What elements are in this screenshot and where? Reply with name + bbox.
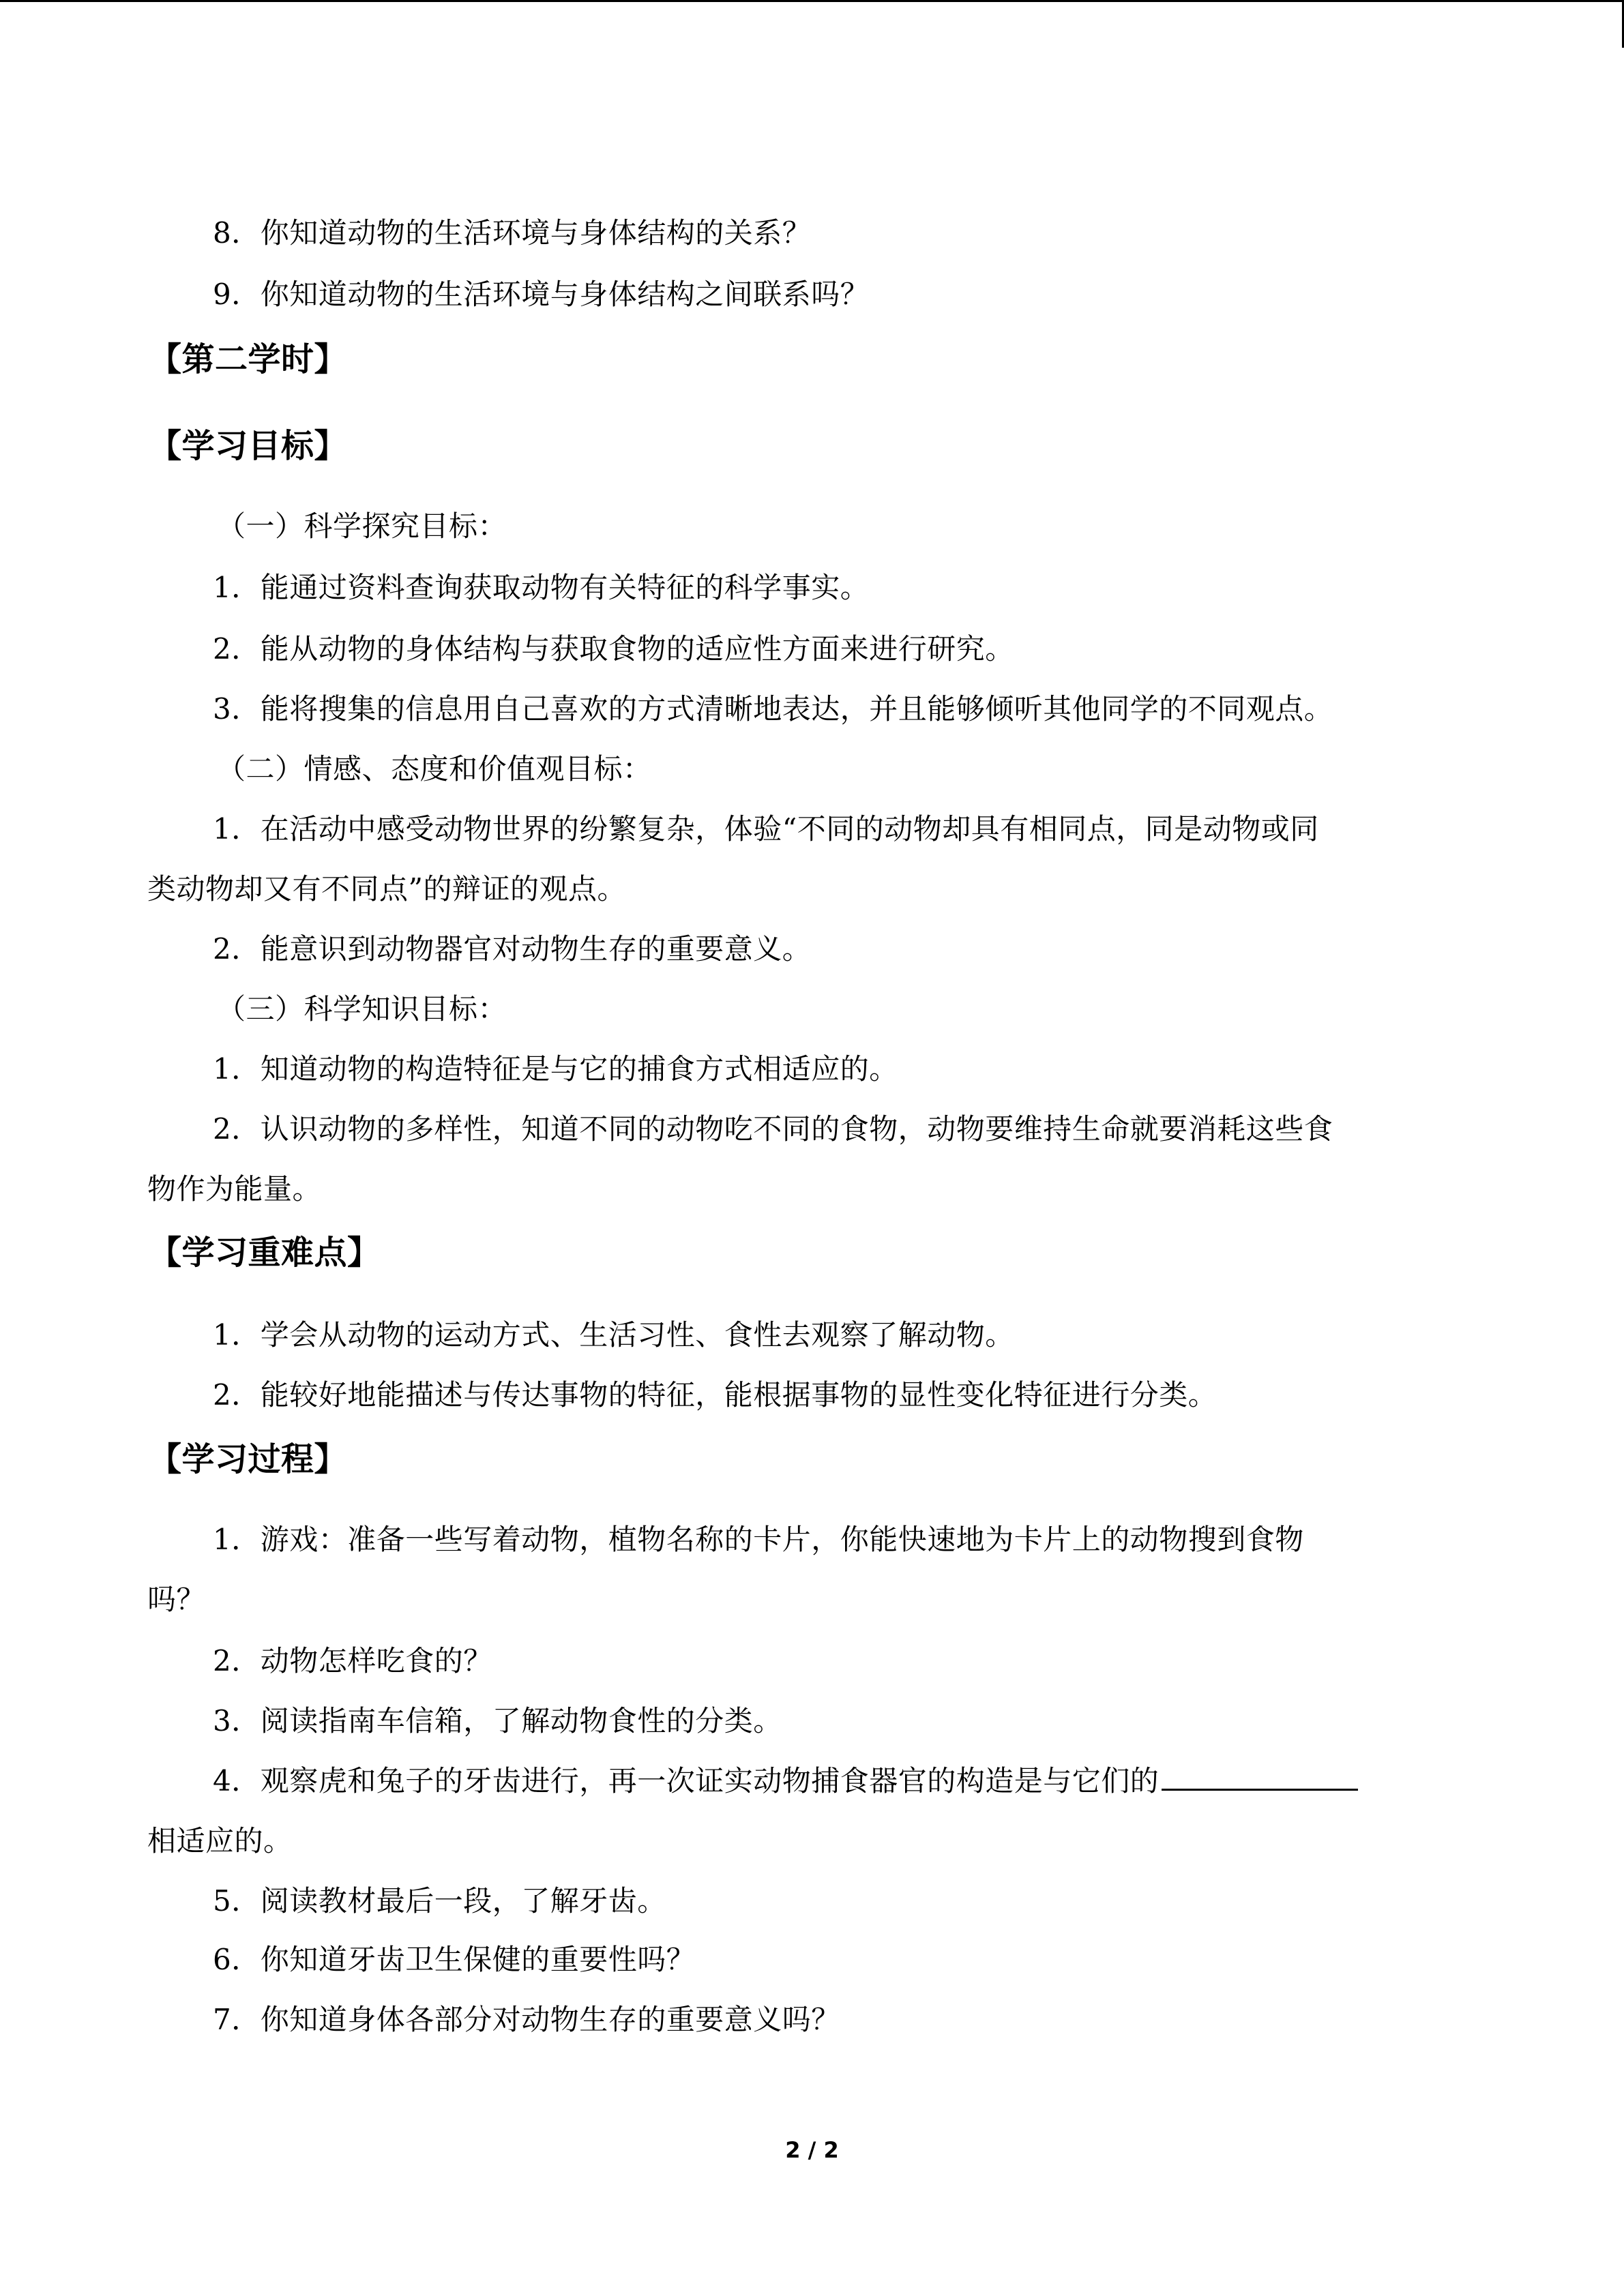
text-line: 5．阅读教材最后一段，了解牙齿。 bbox=[213, 1884, 666, 1918]
text-line: 2．能较好地能描述与传达事物的特征，能根据事物的显性变化特征进行分类。 bbox=[213, 1378, 1217, 1412]
text-line: 9．你知道动物的生活环境与身体结构之间联系吗？ bbox=[213, 278, 870, 311]
text-line: 3．阅读指南车信箱，了解动物食性的分类。 bbox=[213, 1704, 782, 1738]
text-line: 物作为能量。 bbox=[147, 1172, 322, 1206]
section-heading: 【学习目标】 bbox=[149, 427, 348, 465]
text-line: 1．能通过资料查询获取动物有关特征的科学事实。 bbox=[213, 571, 870, 604]
text-line: 类动物却又有不同点”的辩证的观点。 bbox=[147, 872, 626, 906]
sub-heading: （二）情感、态度和价值观目标： bbox=[217, 752, 652, 786]
sub-heading: （三）科学知识目标： bbox=[217, 992, 507, 1026]
text-line: 相适应的。 bbox=[147, 1824, 293, 1858]
text-line: 1．学会从动物的运动方式、生活习性、食性去观察了解动物。 bbox=[213, 1318, 1014, 1352]
text-line: 2．动物怎样吃食的？ bbox=[213, 1644, 492, 1678]
fill-in-blank bbox=[1162, 1759, 1358, 1791]
text-line: 2．能从动物的身体结构与获取食物的适应性方面来进行研究。 bbox=[213, 632, 1014, 666]
text-line: 1．知道动物的构造特征是与它的捕食方式相适应的。 bbox=[213, 1052, 898, 1086]
section-heading: 【学习过程】 bbox=[149, 1440, 348, 1478]
text-line bbox=[0, 1754, 1624, 1808]
top-border bbox=[0, 0, 1624, 2]
text-line: 2．认识动物的多样性，知道不同的动物吃不同的食物，动物要维持生命就要消耗这些食 bbox=[213, 1112, 1333, 1146]
text-line: 2．能意识到动物器官对动物生存的重要意义。 bbox=[213, 932, 812, 966]
text-line: 3．能将搜集的信息用自己喜欢的方式清晰地表达，并且能够倾听其他同学的不同观点。 bbox=[213, 692, 1333, 726]
text-line: 6．你知道牙齿卫生保健的重要性吗？ bbox=[213, 1943, 696, 1976]
sub-heading: （一）科学探究目标： bbox=[217, 509, 507, 543]
text-line: 8．你知道动物的生活环境与身体结构的关系？ bbox=[213, 216, 812, 250]
text-line: 7．你知道身体各部分对动物生存的重要意义吗？ bbox=[213, 2003, 840, 2036]
text-line: 吗？ bbox=[147, 1583, 206, 1616]
page-number: 2 / 2 bbox=[785, 2137, 839, 2163]
section-heading: 【第二学时】 bbox=[149, 340, 348, 378]
sentence-with-blank: 4．观察虎和兔子的牙齿进行，再一次证实动物捕食器官的构造是与它们的 bbox=[213, 1764, 1160, 1798]
text-line: 1．在活动中感受动物世界的纷繁复杂，体验“不同的动物却具有相同点，同是动物或同 bbox=[213, 812, 1319, 846]
section-heading: 【学习重难点】 bbox=[149, 1234, 381, 1272]
text-line: 1．游戏：准备一些写着动物，植物名称的卡片，你能快速地为卡片上的动物搜到食物 bbox=[213, 1523, 1304, 1556]
